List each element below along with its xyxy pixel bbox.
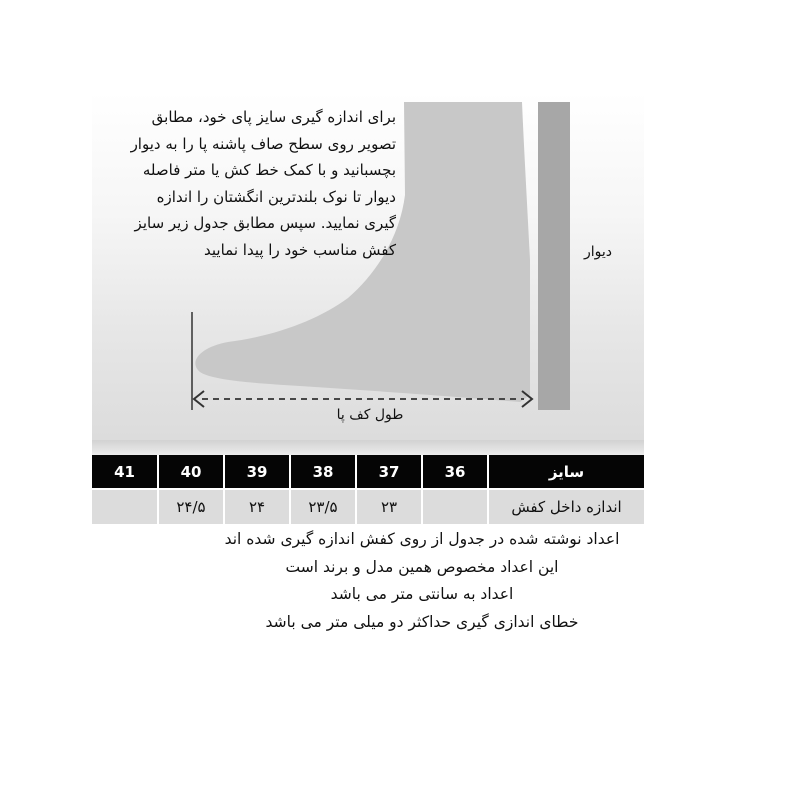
size-cell: 39 (224, 455, 290, 489)
inner-length-cell (92, 489, 158, 524)
inner-length-cell (422, 489, 488, 524)
inner-length-cell: ۲۳/۵ (290, 489, 356, 524)
size-cell: 37 (356, 455, 422, 489)
note-line: خطای اندازی گیری حداکثر دو میلی متر می باشد (265, 612, 579, 631)
inner-length-row (92, 489, 644, 524)
foot-length-label: طول کف پا (336, 407, 404, 423)
instruction-line: دیوار تا نوک بلندترین انگشتان را اندازه (156, 187, 396, 206)
size-header-row (92, 455, 644, 489)
instruction-line: کفش مناسب خود را پیدا نمایید (204, 240, 396, 259)
size-header-label: سایز (488, 455, 644, 489)
size-table (92, 455, 644, 524)
note-line: اعداد به سانتی متر می باشد (330, 585, 514, 603)
size-cell: 40 (158, 455, 224, 489)
inner-length-label: اندازه داخل کفش (488, 489, 644, 524)
inner-length-cell: ۲۴ (224, 489, 290, 524)
instructions-text (96, 104, 396, 263)
instruction-line: گیری نمایید. سپس مطابق جدول زیر سایز (134, 214, 396, 232)
size-cell: 41 (92, 455, 158, 489)
instruction-line: برای اندازه گیری سایز پای خود، مطابق (151, 108, 396, 126)
wall-label: دیوار (583, 244, 612, 260)
instruction-line: بچسبانید و با کمک خط کش یا متر فاصله (142, 161, 396, 179)
inner-length-cell: ۲۴/۵ (158, 489, 224, 524)
notes (92, 526, 752, 636)
note-line: این اعداد مخصوص همین مدل و برند است (285, 557, 559, 576)
note-line: اعداد نوشته شده در جدول از روی کفش اندازه گیری شده اند (224, 530, 620, 548)
size-cell: 36 (422, 455, 488, 489)
wall (538, 102, 570, 410)
inner-length-cell: ۲۳ (356, 489, 422, 524)
instruction-line: تصویر روی سطح صاف پاشنه پا را به دیوار (130, 134, 396, 153)
size-cell: 38 (290, 455, 356, 489)
